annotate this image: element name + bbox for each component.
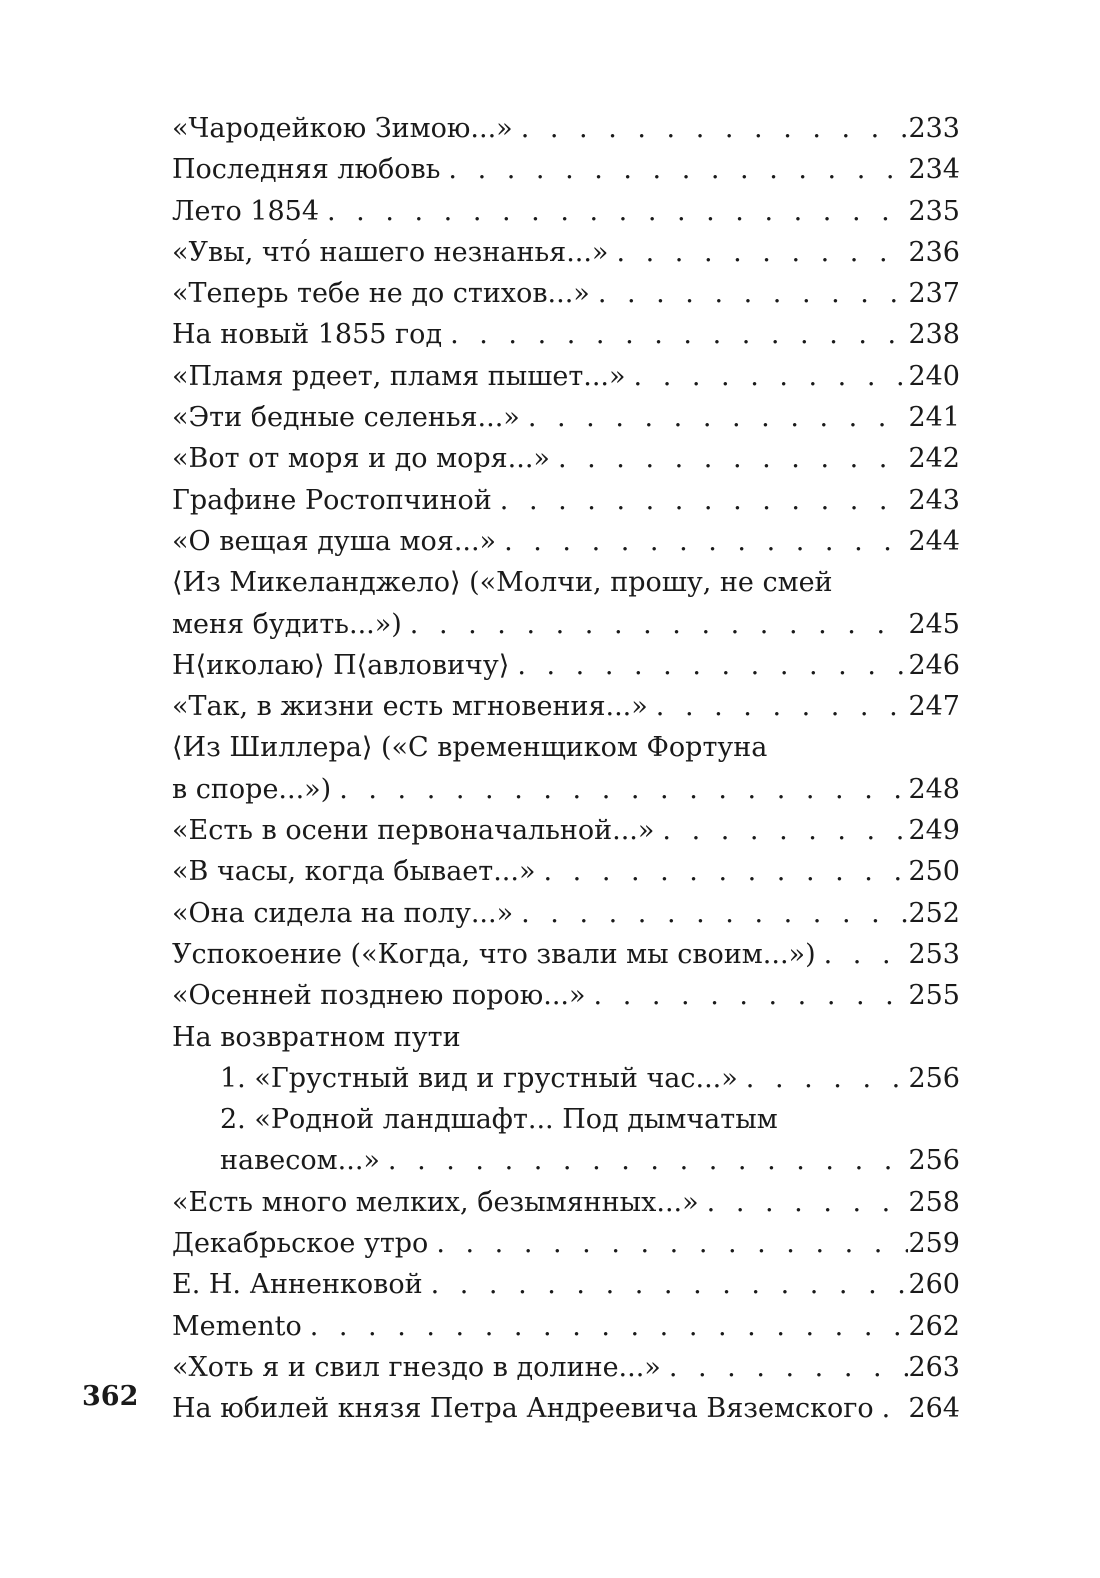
toc-entry <box>172 1058 960 1099</box>
toc-entry <box>172 975 960 1016</box>
toc-entry-page: 250 <box>908 856 960 888</box>
toc-entry-title: Н⟨иколаю⟩ П⟨авловичу⟩ <box>172 649 510 681</box>
toc-entry-page: 236 <box>908 236 960 268</box>
dot-leader <box>616 232 908 273</box>
toc-entry-title: Memento <box>172 1310 302 1342</box>
toc-entry-title: «Есть в осени первоначальной...» <box>172 815 655 847</box>
toc-entry-page: 249 <box>908 815 960 847</box>
dot-leader <box>558 438 909 479</box>
toc-entry <box>172 521 960 562</box>
toc-entry-page: 233 <box>908 113 960 144</box>
toc-entry-page: 256 <box>908 1145 960 1177</box>
toc-entry-title: «Осенней позднею порою...» <box>172 980 586 1012</box>
dot-leader <box>882 1388 909 1429</box>
toc-entry <box>172 314 960 355</box>
toc-entry-title: «Так, в жизни есть мгновения...» <box>172 691 648 723</box>
toc-entry-page: 255 <box>908 980 960 1012</box>
toc-entry-page: 242 <box>908 443 960 475</box>
toc-entry-title: «Теперь тебе не до стихов...» <box>172 278 590 310</box>
toc-entry-page: 256 <box>908 1062 960 1094</box>
toc-entry-title: «Хоть я и свил гнездо в долине...» <box>172 1351 661 1383</box>
dot-leader <box>517 645 908 686</box>
toc-entry-title: Графине Ростопчиной <box>172 484 492 516</box>
toc-entry-page: 245 <box>908 608 960 640</box>
toc-entry <box>172 1182 960 1223</box>
dot-leader <box>594 975 909 1016</box>
toc-entry-title: Последняя любовь <box>172 154 441 186</box>
toc-entry-page: 234 <box>908 154 960 186</box>
dot-leader <box>450 314 908 355</box>
toc-entry-page: 247 <box>908 691 960 723</box>
toc-entry-title: «В часы, когда бывает...» <box>172 856 536 888</box>
toc-entry <box>172 438 960 479</box>
toc-entry-page: 252 <box>908 897 960 929</box>
dot-leader <box>634 356 909 397</box>
dot-leader <box>746 1058 909 1099</box>
toc-entry-title-line1: ⟨Из Микеланджело⟩ («Молчи, прошу, не смей <box>172 567 833 599</box>
toc-entry <box>172 1388 960 1429</box>
table-of-contents <box>172 108 960 1430</box>
toc-entry-page: 262 <box>908 1310 960 1342</box>
dot-leader <box>339 769 908 810</box>
toc-entry-title: Успокоение («Когда, что звали мы своим...») <box>172 938 816 970</box>
toc-entry-title: «О вещая душа моя...» <box>172 525 497 557</box>
dot-leader <box>436 1223 908 1264</box>
toc-entry <box>172 356 960 397</box>
dot-leader <box>528 397 909 438</box>
toc-entry <box>172 1264 960 1305</box>
toc-entry-title: «Эти бедные селенья...» <box>172 402 520 434</box>
toc-entry <box>172 645 960 686</box>
toc-entry-title: навесом...» <box>220 1145 380 1177</box>
page-number: 362 <box>82 1381 139 1412</box>
toc-entry-title: Декабрьское утро <box>172 1228 429 1260</box>
toc-entry <box>172 191 960 232</box>
dot-leader <box>543 851 908 892</box>
toc-entry <box>172 1347 960 1388</box>
toc-entry-title: «Чародейкою Зимою...» <box>172 113 513 144</box>
dot-leader <box>669 1347 909 1388</box>
toc-entry-title-line1: 2. «Родной ландшафт... Под дымчатым <box>220 1104 778 1136</box>
dot-leader <box>448 149 908 190</box>
toc-entry-page: 241 <box>908 402 960 434</box>
toc-entry-title: 1. «Грустный вид и грустный час...» <box>220 1062 738 1094</box>
toc-entry-page: 248 <box>908 773 960 805</box>
toc-entry <box>172 1306 960 1347</box>
toc-entry-title: На юбилей князя Петра Андреевича Вяземского <box>172 1393 874 1425</box>
dot-leader <box>431 1264 909 1305</box>
toc-section-title: На возвратном пути <box>172 1021 461 1053</box>
toc-entry <box>172 1099 960 1182</box>
dot-leader <box>310 1306 909 1347</box>
dot-leader <box>824 934 909 975</box>
toc-entry-title: меня будить...») <box>172 608 402 640</box>
toc-entry <box>172 1223 960 1264</box>
toc-entry <box>172 686 960 727</box>
dot-leader <box>521 108 909 149</box>
toc-entry <box>172 480 960 521</box>
toc-entry-page: 246 <box>908 649 960 681</box>
toc-entry <box>172 108 960 149</box>
toc-entry-title: На новый 1855 год <box>172 319 443 351</box>
dot-leader <box>521 893 908 934</box>
toc-entry-page: 237 <box>908 278 960 310</box>
toc-entry <box>172 232 960 273</box>
toc-entry-page: 253 <box>908 938 960 970</box>
dot-leader <box>707 1182 909 1223</box>
toc-entry <box>172 149 960 190</box>
toc-entry-title: Е. Н. Анненковой <box>172 1269 423 1301</box>
toc-entry <box>172 562 960 645</box>
toc-entry-page: 243 <box>908 484 960 516</box>
toc-entry-page: 260 <box>908 1269 960 1301</box>
dot-leader <box>504 521 908 562</box>
toc-entry <box>172 397 960 438</box>
dot-leader <box>598 273 909 314</box>
toc-entry-page: 238 <box>908 319 960 351</box>
toc-entry-title: «Пламя рдеет, пламя пышет...» <box>172 360 626 392</box>
toc-entry <box>172 893 960 934</box>
toc-entry-page: 235 <box>908 195 960 227</box>
dot-leader <box>656 686 909 727</box>
toc-section-heading <box>172 1017 960 1058</box>
toc-entry <box>172 934 960 975</box>
dot-leader <box>388 1140 909 1181</box>
toc-entry-page: 244 <box>908 525 960 557</box>
toc-entry-title-line1: ⟨Из Шиллера⟩ («С временщиком Фортуна <box>172 732 768 764</box>
toc-entry <box>172 810 960 851</box>
toc-entry-page: 258 <box>908 1186 960 1218</box>
toc-entry-title: Лето 1854 <box>172 195 319 227</box>
toc-entry-page: 259 <box>908 1228 960 1260</box>
toc-entry-page: 264 <box>908 1393 960 1425</box>
toc-entry-title: «Она сидела на полу...» <box>172 897 514 929</box>
toc-entry-title: «Вот от моря и до моря...» <box>172 443 550 475</box>
toc-entry-page: 263 <box>908 1351 960 1383</box>
toc-entry <box>172 273 960 314</box>
dot-leader <box>410 604 909 645</box>
dot-leader <box>662 810 908 851</box>
toc-entry <box>172 851 960 892</box>
toc-entry-title: «Увы, что́ нашего незнанья...» <box>172 236 609 268</box>
toc-entry-page: 240 <box>908 360 960 392</box>
toc-entry-title: «Есть много мелких, безымянных...» <box>172 1186 699 1218</box>
toc-entry <box>172 727 960 810</box>
dot-leader <box>327 191 908 232</box>
toc-entry-title: в споре...») <box>172 773 332 805</box>
dot-leader <box>500 480 909 521</box>
